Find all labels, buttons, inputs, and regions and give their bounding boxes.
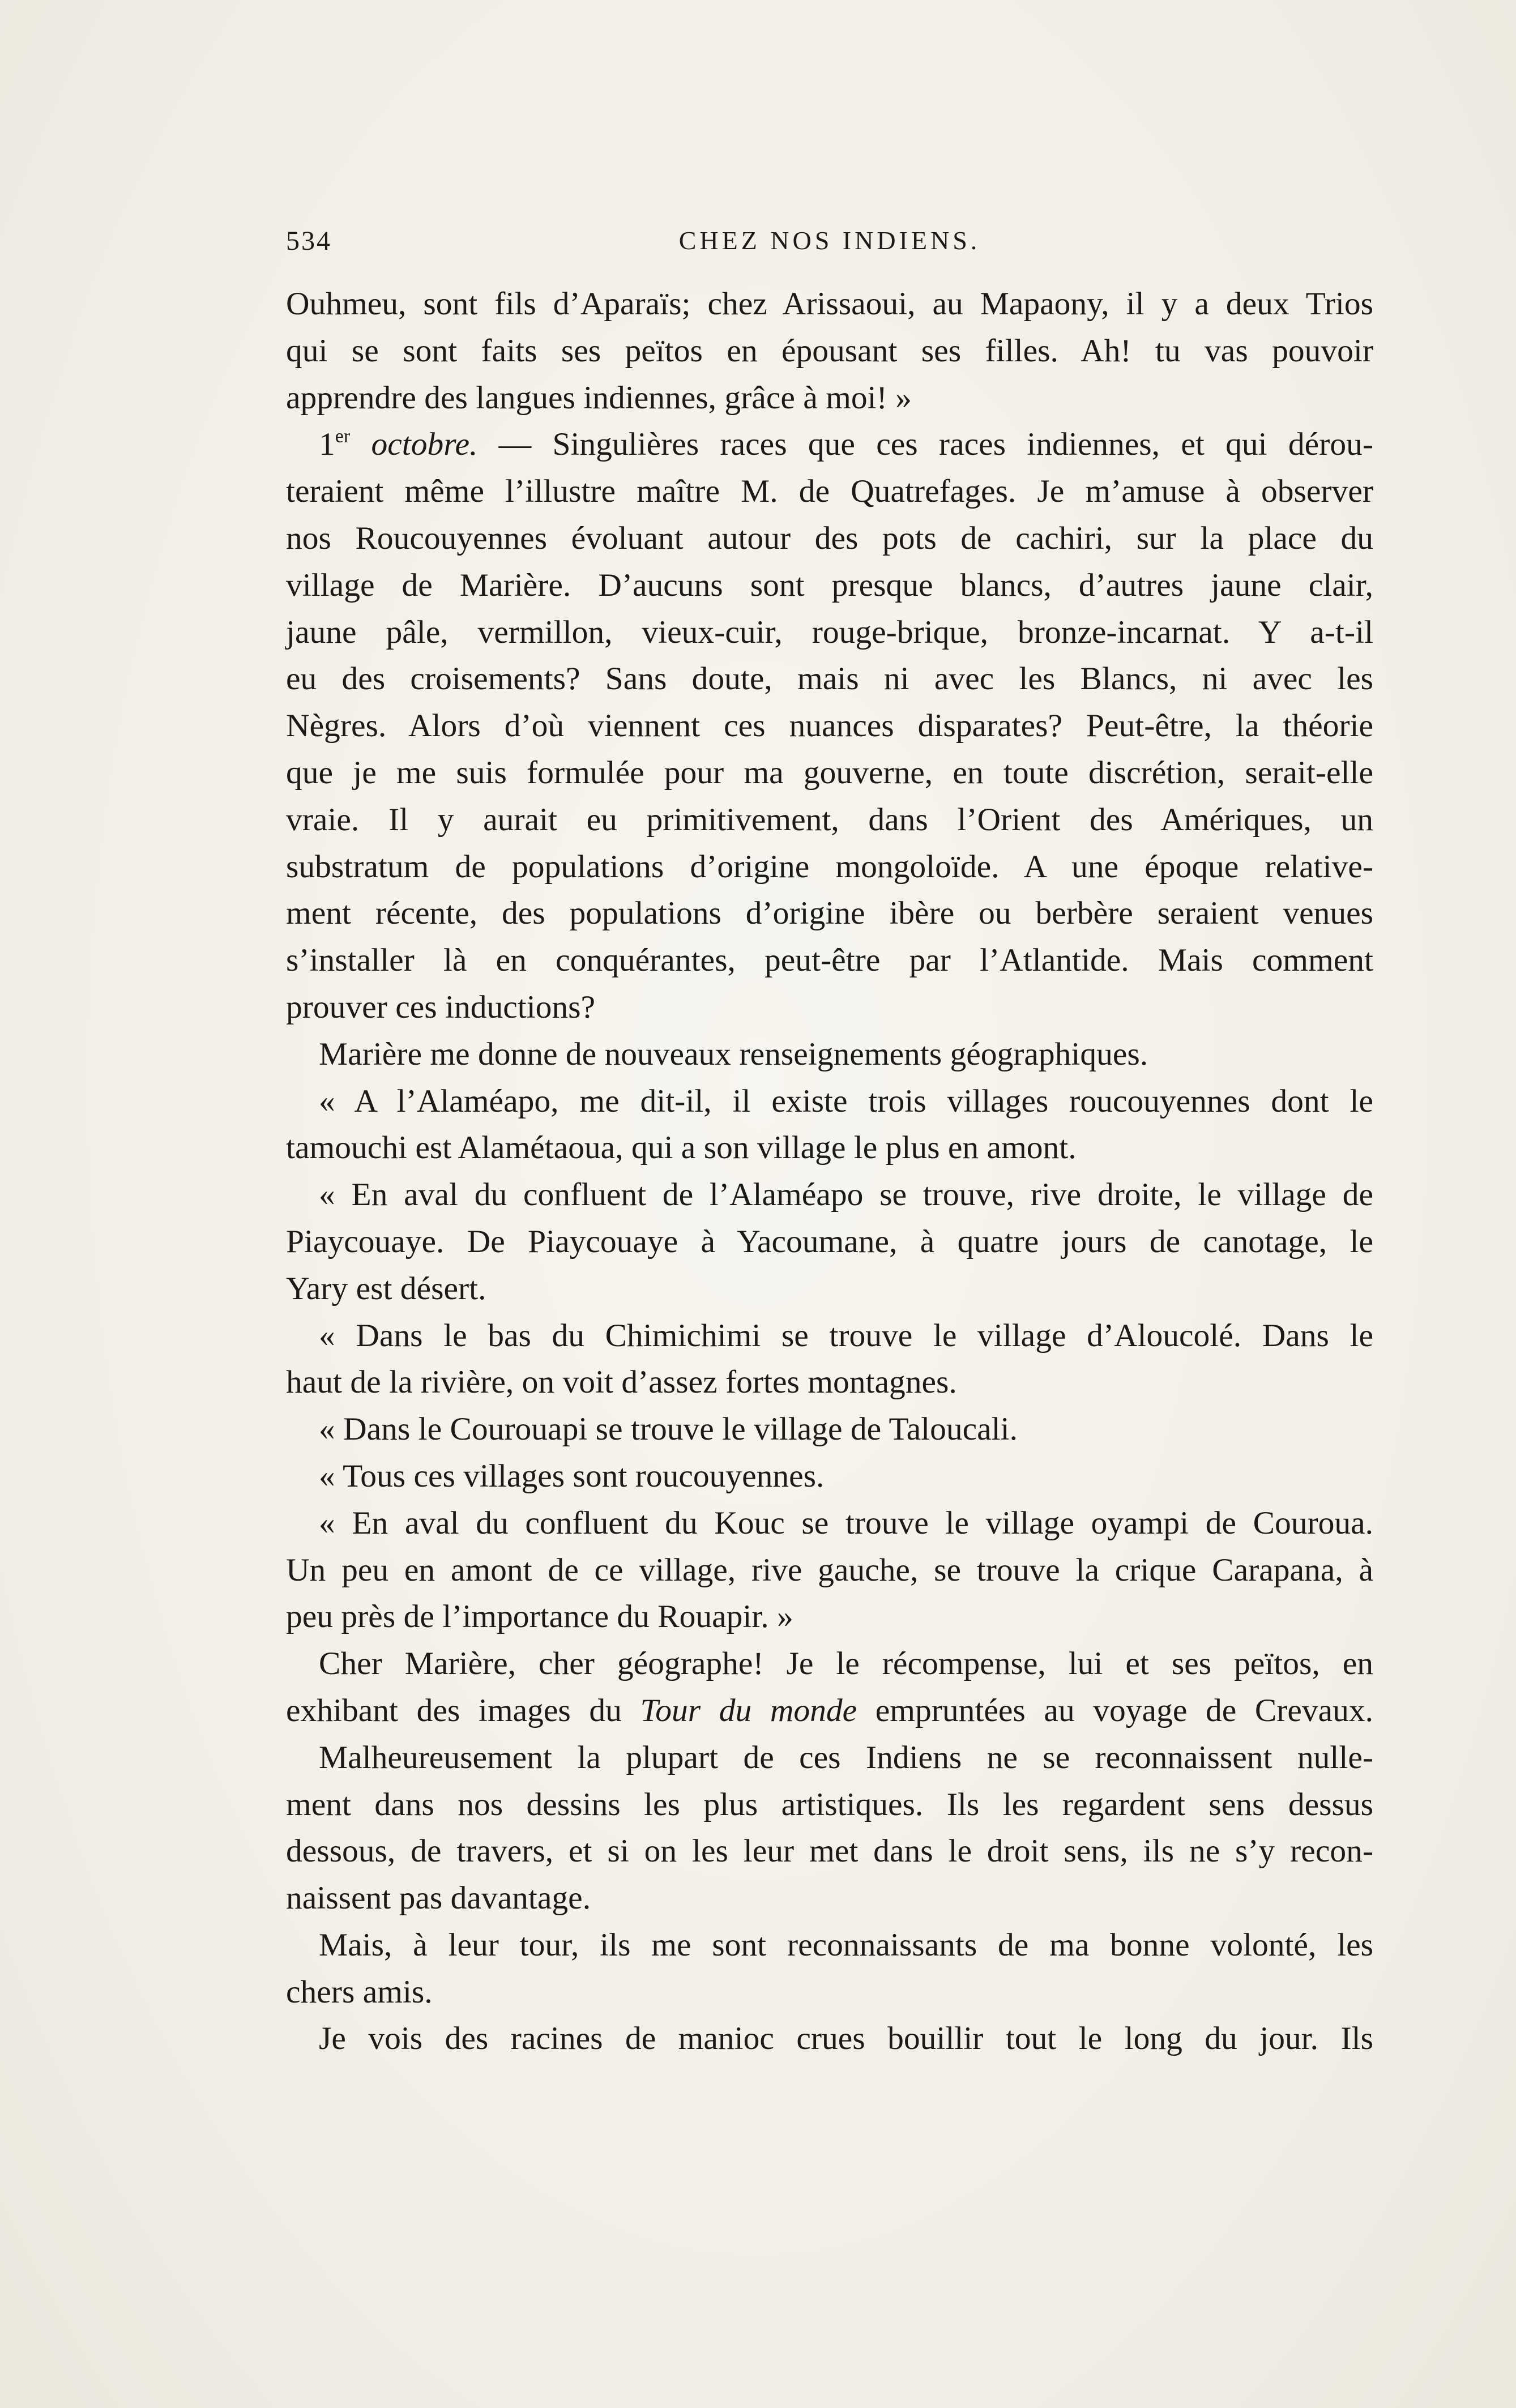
- line-text: eu des croisements? Sans doute, mais ni avec les Blancs, ni avec les: [286, 661, 1373, 697]
- line-text: qui se sont faits ses peïtos en épousant ses filles. Ah! tu vas pouvoir: [286, 332, 1373, 369]
- text-line: [286, 562, 1373, 609]
- line-text: Un peu en amont de ce village, rive gauche, se trouve la crique Carapana, à: [286, 1552, 1373, 1588]
- ordinal-superscript: er: [335, 426, 351, 447]
- page-header: [286, 225, 1373, 265]
- line-text: tamouchi est Alamétaoua, qui a son village le plus en amont.: [286, 1130, 1077, 1166]
- line-text: teraient même l’illustre maître M. de Quatrefages. Je m’amuse à observer: [286, 473, 1373, 510]
- line-text: peu près de l’importance du Rouapir. »: [286, 1599, 793, 1635]
- line-text: nos Roucouyennes évoluant autour des pots de cachiri, sur la place du: [286, 520, 1373, 556]
- text-line: [286, 1922, 1373, 1969]
- line-text: Cher Marière, cher géographe! Je le récompense, lui et ses peïtos, en: [319, 1646, 1373, 1682]
- line-text: Mais, à leur tour, ils me sont reconnaissants de ma bonne volonté, les: [319, 1927, 1373, 1963]
- text-line: [286, 937, 1373, 984]
- book-title: Tour du monde: [640, 1692, 857, 1728]
- line-text: jaune pâle, vermillon, vieux-cuir, rouge-brique, bronze-incarnat. Y a-t-il: [286, 614, 1373, 650]
- line-text: « Tous ces villages sont roucouyennes.: [319, 1458, 825, 1494]
- text-line: [286, 1219, 1373, 1266]
- text-line: [286, 1828, 1373, 1875]
- line-text: « A l’Alaméapo, me dit-il, il existe trois villages roucouyennes dont le: [319, 1083, 1373, 1119]
- running-title: CHEZ NOS INDIENS.: [678, 226, 981, 255]
- date-day: 1: [319, 426, 335, 463]
- line-text: « En aval du confluent du Kouc se trouve le village oyampi de Couroua.: [319, 1505, 1373, 1541]
- line-text: apprendre des langues indiennes, grâce à moi! »: [286, 379, 912, 416]
- text-line: [286, 1875, 1373, 1922]
- line-text: dessous, de travers, et si on les leur met dans le droit sens, ils ne s’y recon-: [286, 1833, 1373, 1869]
- text-line: [286, 281, 1373, 328]
- text-line: [286, 656, 1373, 703]
- line-text: Yary est désert.: [286, 1270, 486, 1307]
- text-line: [286, 1641, 1373, 1688]
- line-text: ment récente, des populations d’origine ibère ou berbère seraient venues: [286, 895, 1373, 932]
- line-text: Je vois des racines de manioc crues bouillir tout le long du jour. Ils: [319, 2021, 1373, 2057]
- text-line: [286, 468, 1373, 515]
- text-line: [286, 1359, 1373, 1406]
- line-text: s’installer là en conquérantes, peut-être par l’Atlantide. Mais comment: [286, 942, 1373, 979]
- text-line: [286, 1594, 1373, 1641]
- line-text: Malheureusement la plupart de ces Indiens ne se reconnaissent nulle-: [319, 1739, 1373, 1775]
- text-line: [286, 1969, 1373, 2016]
- text-line: [286, 844, 1373, 891]
- text-line: [286, 1782, 1373, 1829]
- text-line: [286, 328, 1373, 375]
- line-text: vraie. Il y aurait eu primitivement, dans l’Orient des Amériques, un: [286, 801, 1373, 838]
- text-line: [286, 375, 1373, 422]
- line-text: chers amis.: [286, 1974, 433, 2010]
- line-text: Nègres. Alors d’où viennent ces nuances disparates? Peut-être, la théorie: [286, 708, 1373, 744]
- date-month: octobre.: [350, 426, 478, 463]
- text-line: [286, 609, 1373, 656]
- line-text: « Dans le bas du Chimichimi se trouve le village d’Aloucolé. Dans le: [319, 1317, 1373, 1354]
- text-line: [286, 890, 1373, 937]
- text-line: [286, 1031, 1373, 1078]
- text-line: [286, 750, 1373, 797]
- text-line: [286, 1406, 1373, 1453]
- line-text: que je me suis formulée pour ma gouverne, en toute discrétion, serait-elle: [286, 754, 1373, 791]
- line-text: empruntées au voyage de Crevaux.: [857, 1692, 1374, 1728]
- text-line: [286, 797, 1373, 844]
- line-text: — Singulières races que ces races indiennes, et qui dérou-: [477, 426, 1373, 463]
- line-text: substratum de populations d’origine mongoloïde. A une époque relative-: [286, 848, 1373, 885]
- text-line: [286, 1266, 1373, 1313]
- text-line: [286, 1125, 1373, 1172]
- line-text: Ouhmeu, sont fils d’Aparaïs; chez Arissaoui, au Mapaony, il y a deux Trios: [286, 286, 1373, 322]
- line-text: haut de la rivière, on voit d’assez fortes montagnes.: [286, 1364, 957, 1401]
- text-line: [286, 703, 1373, 750]
- text-line: [286, 1688, 1373, 1735]
- line-text: « Dans le Courouapi se trouve le village de Taloucali.: [319, 1411, 1018, 1448]
- body-text: [286, 281, 1373, 2063]
- text-line: [286, 1500, 1373, 1547]
- line-text: Marière me donne de nouveaux renseignements géographiques.: [319, 1036, 1148, 1072]
- line-text: prouver ces inductions?: [286, 989, 596, 1025]
- text-line: [286, 1735, 1373, 1782]
- line-text: naissent pas davantage.: [286, 1880, 591, 1916]
- text-line: [286, 1172, 1373, 1219]
- text-line: [286, 1078, 1373, 1125]
- text-line: [286, 1547, 1373, 1594]
- text-line: [286, 1453, 1373, 1500]
- line-text: exhibant des images du: [286, 1692, 640, 1728]
- page-number: 534: [286, 226, 332, 256]
- line-text: ment dans nos dessins les plus artistiques. Ils les regardent sens dessus: [286, 1786, 1373, 1822]
- line-text: village de Marière. D’aucuns sont presque blancs, d’autres jaune clair,: [286, 567, 1373, 603]
- text-line: [286, 2016, 1373, 2063]
- text-line: [286, 421, 1373, 468]
- line-text: « En aval du confluent de l’Alaméapo se trouve, rive droite, le village de: [319, 1177, 1373, 1213]
- text-line: [286, 984, 1373, 1031]
- text-line: [286, 1313, 1373, 1360]
- text-line: [286, 515, 1373, 562]
- line-text: Piaycouaye. De Piaycouaye à Yacoumane, à quatre jours de canotage, le: [286, 1223, 1373, 1259]
